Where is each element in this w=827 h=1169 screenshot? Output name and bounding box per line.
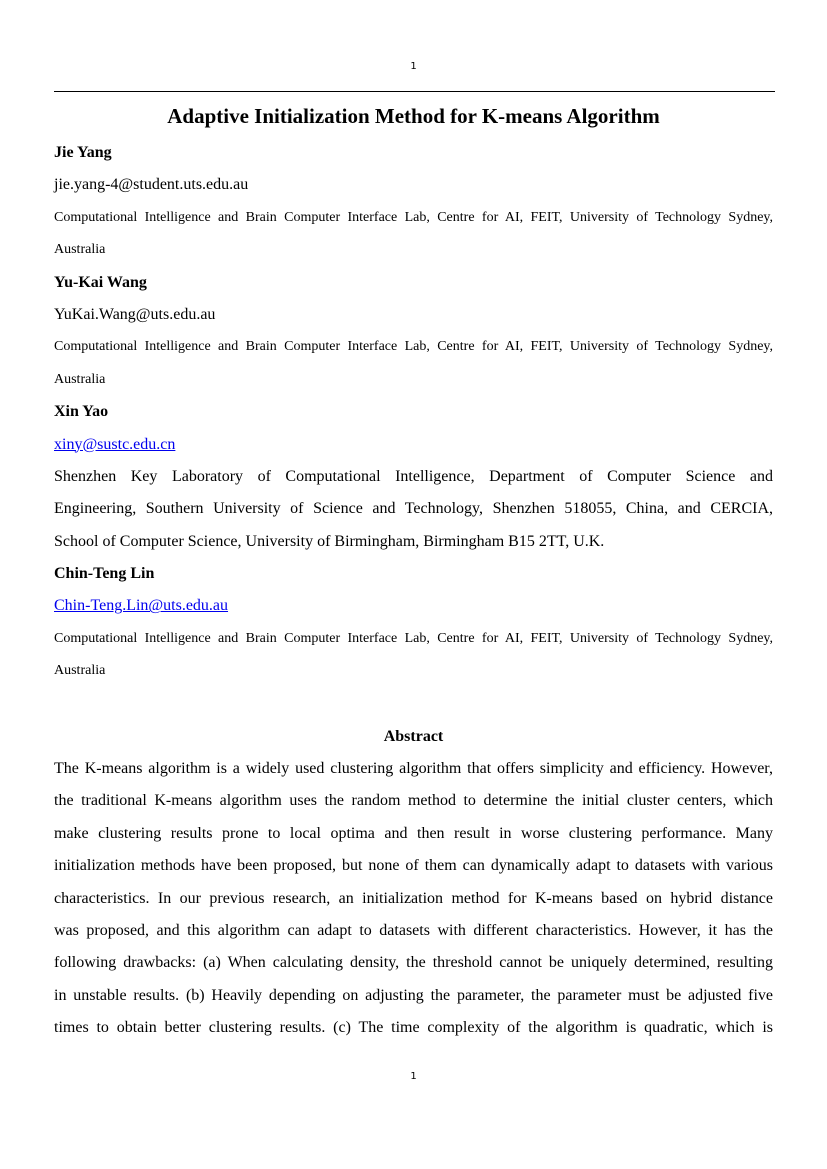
author-affiliation-line: Computational Intelligence and Brain Computer Interface Lab, Centre for AI, FEIT, University of Technology Sydney, [54, 630, 773, 646]
abstract-line: initialization methods have been proposed, but none of them can dynamically adapt to datasets with various [54, 857, 773, 875]
abstract-line: was proposed, and this algorithm can adapt to datasets with different characteristics. However, it has the [54, 921, 773, 939]
author-email-line [54, 169, 773, 201]
paper-title: Adaptive Initialization Method for K-means Algorithm [167, 104, 660, 128]
author-list [54, 137, 773, 688]
header-page-number: 1 [410, 61, 417, 72]
author-affiliation-line: Computational Intelligence and Brain Computer Interface Lab, Centre for AI, FEIT, University of Technology Sydney, [54, 209, 773, 225]
abstract-line: The K-means algorithm is a widely used clustering algorithm that offers simplicity and efficiency. However, [54, 760, 773, 778]
author-affiliation-line: Australia [54, 371, 106, 387]
author-affiliation-line: School of Computer Science, University of Birmingham, Birmingham B15 2TT, U.K. [54, 532, 605, 550]
abstract-text [54, 753, 773, 1045]
author-email: jie.yang-4@student.uts.edu.au [54, 176, 249, 194]
abstract-line: times to obtain better clustering results. (c) The time complexity of the algorithm is quadratic, which is [54, 1019, 773, 1037]
author-name: Chin-Teng Lin [54, 565, 155, 583]
author-affiliation-line: Engineering, Southern University of Science and Technology, Shenzhen 518055, China, and CERCIA, [54, 500, 773, 518]
abstract-line: in unstable results. (b) Heavily depending on adjusting the parameter, the parameter must be adjusted five [54, 986, 773, 1004]
author-block [54, 137, 773, 267]
author-email-line [54, 429, 773, 461]
author-block [54, 267, 773, 397]
footer-page-number: 1 [410, 1071, 417, 1082]
author-block [54, 558, 773, 688]
author-name: Yu-Kai Wang [54, 273, 147, 291]
author-affiliation-line: Australia [54, 663, 106, 679]
author-email-link[interactable]: Chin-Teng.Lin@uts.edu.au [54, 597, 229, 615]
author-email-line [54, 590, 773, 622]
author-affiliation-line: Computational Intelligence and Brain Computer Interface Lab, Centre for AI, FEIT, University of Technology Sydney, [54, 339, 773, 355]
abstract-heading: Abstract [383, 727, 444, 745]
abstract-line: following drawbacks: (a) When calculating density, the threshold cannot be uniquely determined, resulting [54, 954, 773, 972]
abstract-line: make clustering results prone to local optima and then result in worse clustering performance. Many [54, 824, 773, 842]
author-affiliation-line: Australia [54, 242, 106, 258]
abstract-line: characteristics. In our previous research, an initialization method for K-means based on hybrid distance [54, 889, 773, 907]
author-email-line [54, 299, 773, 331]
header-rule [54, 91, 775, 92]
author-email-link[interactable]: xiny@sustc.edu.cn [54, 435, 176, 453]
author-email: YuKai.Wang@uts.edu.au [54, 305, 216, 323]
author-name: Xin Yao [54, 403, 109, 421]
author-block [54, 396, 773, 558]
abstract-line: the traditional K-means algorithm uses the random method to determine the initial cluster centers, which [54, 792, 773, 810]
author-affiliation-line: Shenzhen Key Laboratory of Computational Intelligence, Department of Computer Science and [54, 467, 773, 485]
paper-body [54, 101, 773, 1045]
author-name: Jie Yang [54, 144, 112, 161]
